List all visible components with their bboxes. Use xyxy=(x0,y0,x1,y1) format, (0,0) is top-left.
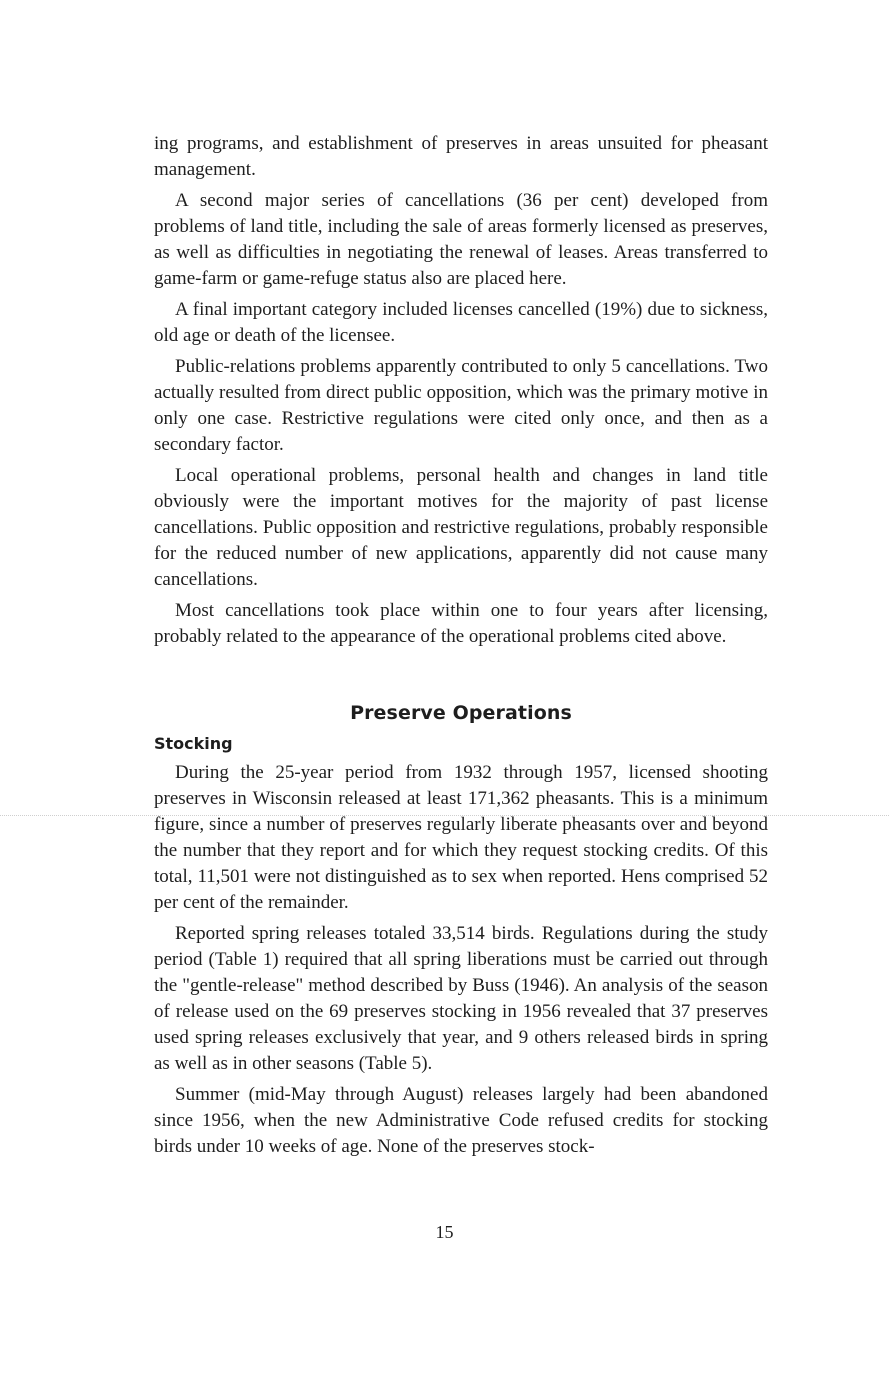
paragraph-spring-releases: Reported spring releases totaled 33,514 birds. Regulations during the study period (Table 1) required that all spring liberations must be carried out through the "gentle-release" method described by Buss (1946). An analysis of the season of release used on the 69 preserves stocking in 1956 revealed that 37 preserves used spring releases exclusively that year, and 9 others released birds in spring as well as in other seasons (Table 5). xyxy=(154,923,768,1074)
paragraph-land-title: A second major series of cancellations (36 per cent) developed from problems of land title, including the sale of areas formerly licensed as preserves, as well as difficulties in negotiating the renewal of leases. Areas transferred to game-farm or game-refuge status also are placed here. xyxy=(154,190,768,289)
paragraph-timing: Most cancellations took place within one to four years after licensing, probably related to the appearance of the operational problems cited above. xyxy=(154,600,768,647)
paragraph-stocking-total: During the 25-year period from 1932 through 1957, licensed shooting preserves in Wisconsin released at least 171,362 pheasants. This is a minimum figure, since a number of preserves regularly liberate pheasants over and beyond the number that they report and for which they request stocking credits. Of this total, 11,501 were not distinguished as to sex when reported. Hens comprised 52 per cent of the remainder. xyxy=(154,762,768,913)
paragraph-summer-releases: Summer (mid-May through August) releases largely had been abandoned since 1956, when the new Administrative Code refused credits for stocking birds under 10 weeks of age. None of the preserves stock- xyxy=(154,1084,768,1157)
body-text-top xyxy=(154,131,768,650)
paragraph-local-problems: Local operational problems, personal health and changes in land title obviously were the important motives for the majority of past license cancellations. Public opposition and restrictive regulations, probably responsible for the reduced number of new applications, apparently did not cause many cancellations. xyxy=(154,465,768,590)
paragraph-continued: ing programs, and establishment of preserves in areas unsuited for pheasant management. xyxy=(154,133,768,180)
subsection-heading: Stocking xyxy=(154,734,233,753)
page-number: 15 xyxy=(435,1222,454,1242)
section-heading: Preserve Operations xyxy=(350,702,572,724)
paragraph-public-relations: Public-relations problems apparently contributed to only 5 cancellations. Two actually resulted from direct public opposition, which was the primary motive in only one case. Restrictive regulations were cited only once, and then as a secondary factor. xyxy=(154,356,768,455)
paragraph-sickness: A final important category included licenses cancelled (19%) due to sickness, old age or death of the licensee. xyxy=(154,299,768,346)
body-text-bottom xyxy=(154,760,768,1160)
